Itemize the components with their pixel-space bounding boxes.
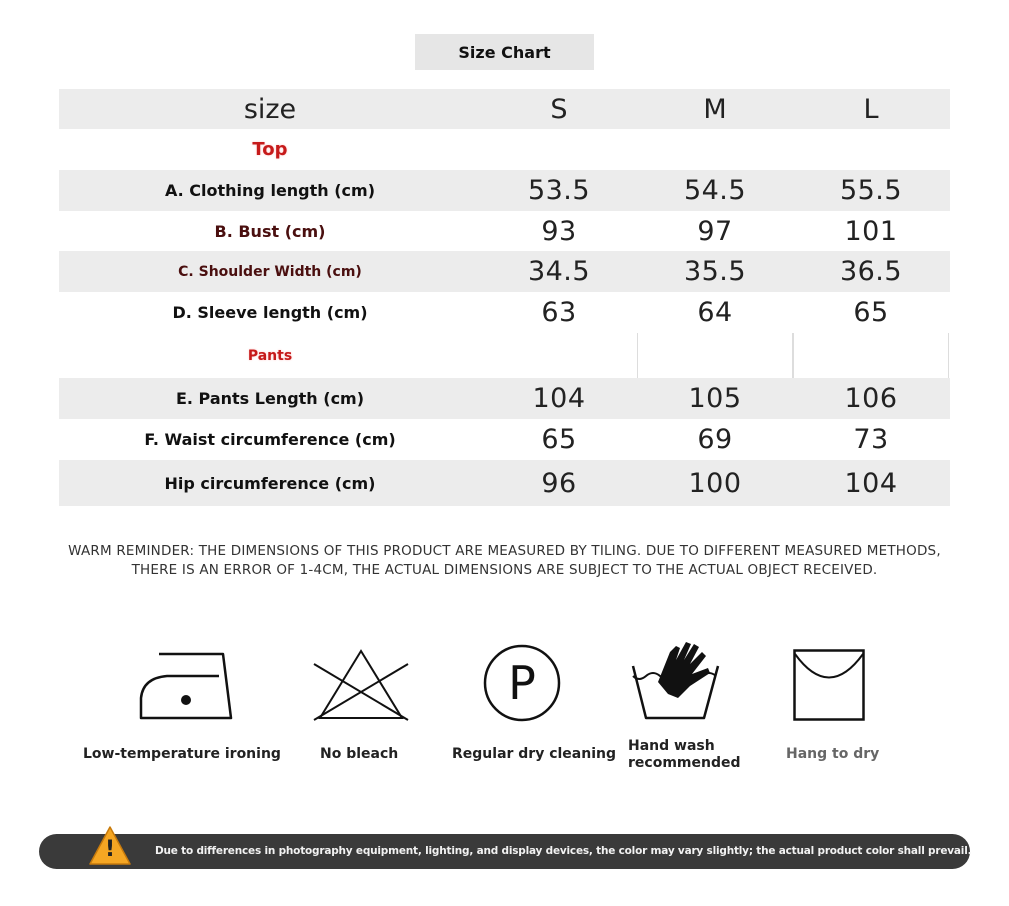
section-title-pants: Pants	[247, 347, 293, 364]
warm-reminder	[20, 542, 989, 580]
iron-low-temp-icon	[139, 652, 235, 722]
value-s: 93	[541, 215, 577, 247]
value-m: 35.5	[683, 256, 747, 287]
table-row	[59, 170, 950, 211]
care-label-hang-dry: Hang to dry	[786, 746, 880, 762]
row-label: D. Sleeve length (cm)	[172, 303, 368, 322]
value-m: 100	[688, 467, 742, 499]
table-row	[59, 251, 950, 292]
value-s: 53.5	[527, 175, 591, 206]
value-l: 101	[844, 215, 898, 247]
hang-dry-icon	[793, 649, 865, 721]
empty-cell	[637, 333, 793, 378]
value-s: 104	[532, 383, 586, 414]
value-m: 97	[697, 215, 733, 247]
care-label-hand-wash-line-1: Hand wash	[628, 738, 715, 754]
dry-clean-p-icon	[482, 643, 562, 723]
section-row-top	[59, 129, 950, 170]
value-m: 64	[697, 297, 733, 328]
row-label: Hip circumference (cm)	[164, 473, 376, 493]
care-label-hand-wash	[628, 738, 741, 772]
no-bleach-icon	[310, 648, 412, 722]
row-label: A. Clothing length (cm)	[164, 181, 376, 200]
warning-icon	[88, 824, 132, 873]
notice-text: Due to differences in photography equipment, lighting, and display devices, the color may vary slightly; the actual product color shall prevail.	[155, 845, 972, 857]
table-header-row	[59, 89, 950, 129]
care-label-ironing: Low-temperature ironing	[83, 746, 281, 762]
empty-cell	[793, 333, 949, 378]
header-size-label: size	[243, 93, 297, 125]
header-size-m: M	[703, 93, 727, 125]
header-size-l: L	[863, 93, 879, 125]
row-label: B. Bust (cm)	[214, 221, 326, 241]
row-label: E. Pants Length (cm)	[175, 389, 365, 408]
dry-clean-symbol: P	[508, 656, 536, 710]
care-label-hand-wash-line-2: recommended	[628, 755, 741, 771]
table-row	[59, 460, 950, 506]
reminder-line-2: THERE IS AN ERROR OF 1-4CM, THE ACTUAL DIMENSIONS ARE SUBJECT TO THE ACTUAL OBJECT RECEIVED.	[131, 562, 878, 578]
value-s: 34.5	[527, 256, 591, 287]
care-label-dry-clean: Regular dry cleaning	[452, 746, 617, 762]
warning-symbol: !	[104, 837, 116, 862]
value-l: 55.5	[839, 175, 903, 206]
table-row	[59, 419, 950, 460]
row-label: C. Shoulder Width (cm)	[178, 263, 362, 280]
value-m: 54.5	[683, 175, 747, 206]
color-notice-bar	[39, 834, 970, 869]
header-size-s: S	[550, 93, 568, 125]
value-s: 96	[541, 467, 577, 499]
reminder-line-1: WARM REMINDER: THE DIMENSIONS OF THIS PRODUCT ARE MEASURED BY TILING. DUE TO DIFFERENT MEASURED METHODS,	[68, 543, 941, 559]
value-l: 36.5	[839, 256, 903, 287]
value-s: 65	[541, 424, 577, 455]
value-l: 65	[853, 297, 889, 328]
value-l: 106	[844, 383, 898, 414]
value-l: 73	[853, 424, 889, 455]
size-table	[59, 89, 950, 506]
table-row	[59, 378, 950, 419]
table-row	[59, 211, 950, 251]
table-row	[59, 292, 950, 333]
page-title: Size Chart	[415, 34, 594, 70]
section-row-pants	[59, 333, 950, 378]
value-m: 69	[697, 424, 733, 455]
hand-wash-icon	[630, 638, 722, 722]
care-label-no-bleach: No bleach	[320, 746, 399, 762]
section-title-top: Top	[252, 139, 288, 160]
value-s: 63	[541, 297, 577, 328]
value-m: 105	[688, 383, 742, 414]
row-label: F. Waist circumference (cm)	[144, 430, 396, 449]
value-l: 104	[844, 467, 898, 499]
